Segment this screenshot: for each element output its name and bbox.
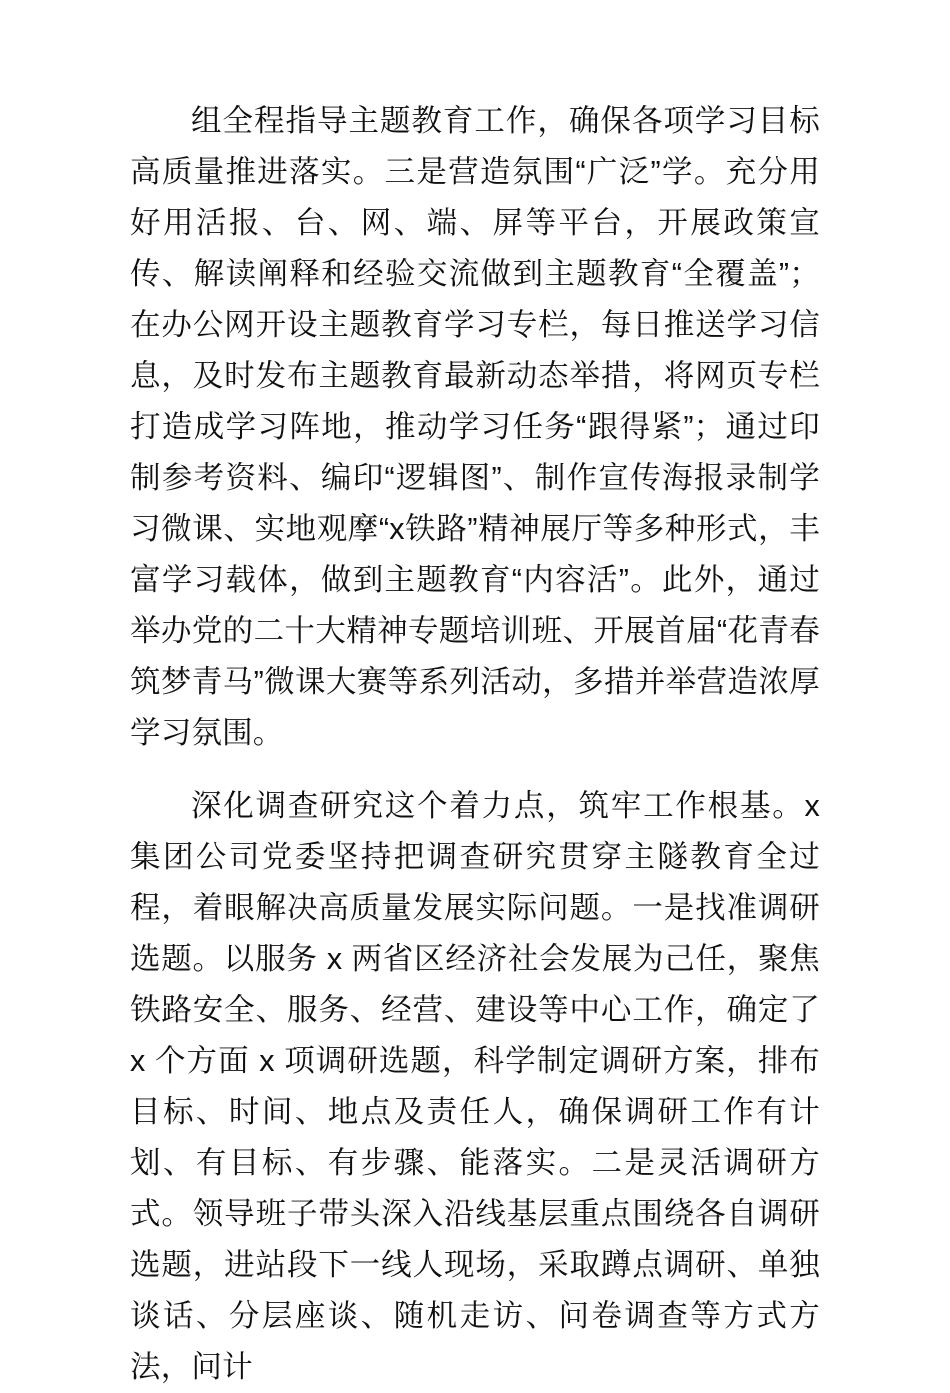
document-body xyxy=(130,96,820,1393)
paragraph-2: 深化调查研究这个着力点，筑牢工作根基。x 集团公司党委坚持把调查研究贯穿主隧教育全过程，着眼解决高质量发展实际问题。一是找准调研选题。以服务 x 两省区经济社会发展为己任，聚焦铁路安全、服务、经营、建设等中心工作，确定了 x 个方面 x 项调研选题，科学制定调研方案，排布目标、时间、地点及责任人，确保调研工作有计划、有目标、有步骤、能落实。二是灵活调研方式。领导班子带头深入沿线基层重点围绕各自调研选题，进站段下一线人现场，采取蹲点调研、单独谈话、分层座谈、随机走访、问卷调查等方式方法，问计 xyxy=(130,789,820,1384)
paragraph-1: 组全程指导主题教育工作，确保各项学习目标高质量推进落实。三是营造氛围“广泛”学。充分用好用活报、台、网、端、屏等平台，开展政策宣传、解读阐释和经验交流做到主题教育“全覆盖”；在办公网开设主题教育学习专栏，每日推送学习信息，及时发布主题教育最新动态举措，将网页专栏打造成学习阵地，推动学习任务“跟得紧”；通过印制参考资料、编印“逻辑图”、制作宣传海报录制学习微课、实地观摩“x铁路”精神展厅等多种形式，丰富学习载体，做到主题教育“内容活”。此外，通过举办党的二十大精神专题培训班、开展首届“花青春筑梦青马”微课大赛等系列活动，多措并举营造浓厚学习氛围。 xyxy=(130,104,820,750)
